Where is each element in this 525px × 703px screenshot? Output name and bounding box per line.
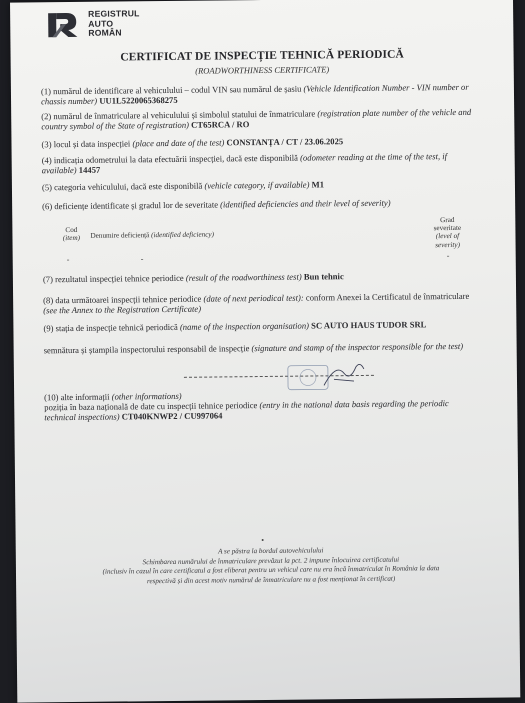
deficiencies-table-header xyxy=(42,215,472,265)
database-label: poziția în baza națională de date cu inspecții tehnice periodice xyxy=(44,400,260,413)
empty-den: - xyxy=(140,254,144,264)
logo-line2: AUTO xyxy=(88,18,114,29)
signature-label: semnătura și ștampila inspectorului responsabil de inspecție xyxy=(43,343,252,356)
item-result xyxy=(43,270,473,285)
footer-line1: A se păstra la bordul autovehiculului xyxy=(218,546,324,556)
vin-label: (1) numărul de identificare al vehiculului – codul VIN sau numărul de șasiu xyxy=(40,83,304,97)
item-registration xyxy=(41,107,471,132)
col-cod xyxy=(56,226,86,243)
other-label-en: (other informations) xyxy=(111,390,182,402)
next-value: conform Anexei la Certificatul de înmatriculare xyxy=(305,290,470,303)
reg-value: CT65RCA / RO xyxy=(191,119,250,131)
item-station xyxy=(43,319,473,334)
category-label: (5) categoria vehiculului, dacă este disponibilă xyxy=(41,180,205,193)
item-vin xyxy=(41,82,471,107)
document-subtitle: (ROADWORTHINESS CERTIFICATE) xyxy=(195,64,330,76)
certificate-page xyxy=(10,0,520,703)
col-grad-label-en: (level of severity) xyxy=(435,232,460,249)
deficiencies-label: (6) deficiențe identificate și gradul lor de severitate xyxy=(42,199,221,212)
rar-logo-icon xyxy=(46,10,82,40)
place-value: CONSTANȚA / CT / 23.06.2025 xyxy=(226,136,344,148)
logo-line3: ROMÂN xyxy=(88,27,122,38)
result-label-en: (result of the roadworthiness test) xyxy=(185,271,302,283)
footer-line2: Schimbarea numărului de înmatriculare prevăzut la pct. 2 impune înlocuirea certificatului xyxy=(142,555,400,566)
next-label-en: (date of next periodical test): xyxy=(203,292,304,304)
col-grad xyxy=(426,216,468,249)
odometer-value: 14457 xyxy=(78,164,101,176)
station-label-en: (name of the inspection organisation) xyxy=(179,320,310,332)
next-value-en: (see the Annex to the Registration Certificate) xyxy=(43,303,202,316)
item-next-test xyxy=(43,291,473,316)
item-signature xyxy=(44,341,474,356)
station-value: SC AUTO HAUS TUDOR SRL xyxy=(311,319,427,331)
other-label: (10) alte informații xyxy=(44,391,112,403)
reg-label-en: (registration plate number of the vehicle and country symbol of the State of registration) xyxy=(41,106,472,132)
category-label-en: (vehicle category, if available) xyxy=(204,179,310,191)
item-place-date xyxy=(41,135,471,150)
next-label: (8) data următoarei inspecții tehnice periodice xyxy=(43,293,204,306)
logo-line1: REGISTRUL xyxy=(88,8,140,19)
vin-value: UU1L5220065368275 xyxy=(99,95,178,107)
col-denumire xyxy=(90,231,214,240)
rar-logo xyxy=(46,9,140,40)
footer-line4: respectivă și din acest motiv numărul de înmatriculare nu a fost menționat în certificat) xyxy=(146,574,396,586)
place-label: (3) locul și data inspecției xyxy=(41,138,133,150)
station-label: (9) stația de inspecție tehnică periodică xyxy=(43,321,180,334)
col-grad-label: Grad severitate xyxy=(433,215,462,233)
category-value: M1 xyxy=(311,179,325,190)
empty-cod: - xyxy=(66,255,70,265)
reg-label: (2) numărul de înmatriculare al vehiculului și simbolul statului de înmatriculare xyxy=(41,108,318,122)
item-database xyxy=(44,398,474,423)
place-label-en: (place and date of the test) xyxy=(132,137,225,149)
database-value: CT040KNWP2 / CU997064 xyxy=(121,410,223,422)
deficiencies-label-en: (identified deficiencies and their level of severity) xyxy=(220,197,391,210)
odometer-label: (4) indicația odometrului la data efectuării inspecției, dacă este disponibilă xyxy=(41,152,301,166)
database-label-en: (entry in the national data basis regarding the periodic technical inspections) xyxy=(44,398,449,423)
result-value: Bun tehnic xyxy=(303,271,344,282)
col-cod-label: Cod xyxy=(65,225,78,235)
col-den-label: Denumire deficiență xyxy=(90,231,152,240)
footer-line3: (inclusiv în cazul în care certificatul a fost eliberat pentru un vehicul care nu era încă înmatriculat în România la data xyxy=(102,564,440,577)
vin-label-en: (Vehicle Identification Number - VIN number or chassis number) xyxy=(40,81,469,107)
item-category xyxy=(42,178,472,193)
empty-grad: - xyxy=(446,251,450,261)
logo-text xyxy=(88,9,140,38)
odometer-label-en: (odometer reading at the time of the test, if available) xyxy=(41,151,448,176)
result-label: (7) rezultatul inspecției tehnice periodice xyxy=(42,272,186,285)
col-cod-label-en: (item) xyxy=(62,234,81,243)
item-deficiencies xyxy=(42,197,472,212)
item-odometer xyxy=(42,151,472,176)
document-title: CERTIFICAT DE INSPECȚIE TEHNICĂ PERIODICĂ xyxy=(120,48,404,64)
footer-note xyxy=(61,545,481,588)
signature-label-en: (signature and stamp of the inspector responsible for the test) xyxy=(251,340,464,354)
col-den-label-en: (identified deficiency) xyxy=(151,230,215,240)
center-dot xyxy=(262,539,264,541)
